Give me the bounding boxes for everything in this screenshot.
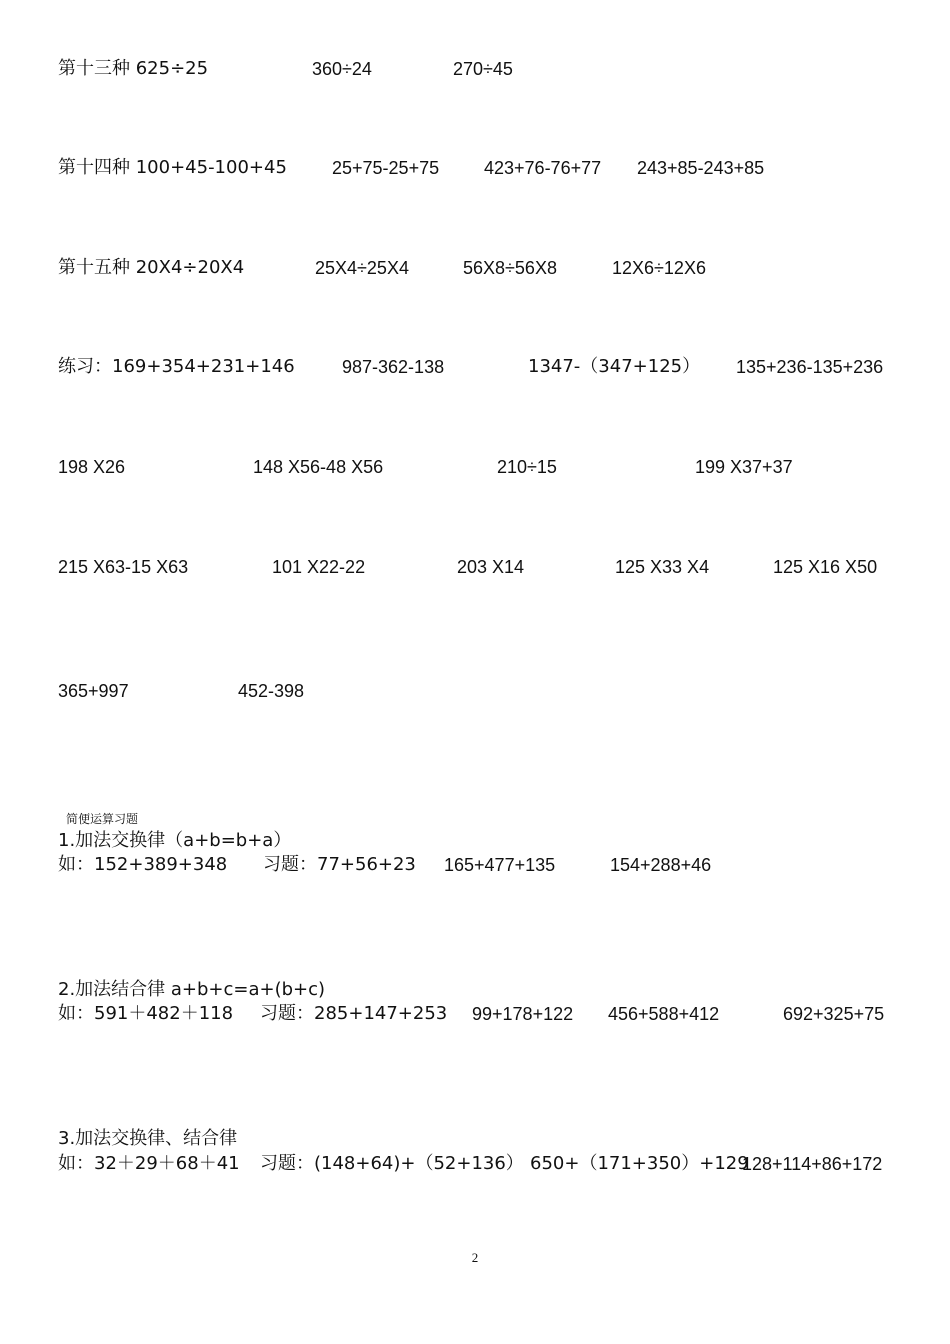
exercise-text: 99+178+122 <box>472 1004 574 1024</box>
exercise-row-15 <box>0 256 950 280</box>
exercise-text: 148 X56-48 X56 <box>253 457 384 477</box>
example-text: 如：152+389+348 <box>58 854 228 875</box>
exercise-text: 987-362-138 <box>342 357 445 377</box>
practice-row <box>0 679 950 703</box>
exercise-text: 101 X22-22 <box>272 557 366 577</box>
exercise-text: 第十四种 100+45-100+45 <box>58 157 287 178</box>
exercise-text: 125 X33 X4 <box>615 557 710 577</box>
exercise-text: 165+477+135 <box>444 855 556 875</box>
exercise-text: 456+588+412 <box>608 1004 720 1024</box>
exercise-text: 135+236-135+236 <box>736 357 884 377</box>
practice-row <box>0 355 950 379</box>
exercise-text: 650+（171+350）+129 <box>530 1153 749 1174</box>
exercise-text: 199 X37+37 <box>695 457 793 477</box>
page-number: 2 <box>471 1250 479 1265</box>
exercise-text: 习题：285+147+253 <box>260 1003 448 1024</box>
exercise-text: 125 X16 X50 <box>773 557 878 577</box>
section-3-line <box>0 1152 950 1176</box>
section-1-line <box>0 853 950 877</box>
exercise-text: 215 X63-15 X63 <box>58 557 189 577</box>
exercise-text: 12X6÷12X6 <box>612 258 706 278</box>
exercise-text: 423+76-76+77 <box>484 158 602 178</box>
exercise-text: 第十三种 625÷25 <box>58 58 209 79</box>
section-title: 简便运算习题 <box>66 812 139 826</box>
section-1-heading: 1.加法交换律（a+b=b+a） <box>58 830 292 851</box>
exercise-text: 452-398 <box>238 681 305 701</box>
exercise-text: 56X8÷56X8 <box>463 258 557 278</box>
exercise-text: 243+85-243+85 <box>637 158 765 178</box>
practice-row <box>0 555 950 579</box>
exercise-text: 203 X14 <box>457 557 525 577</box>
section-3-heading: 3.加法交换律、结合律 <box>58 1128 238 1149</box>
example-text: 如：32＋29＋68＋41 <box>58 1153 240 1174</box>
exercise-text: 692+325+75 <box>783 1004 885 1024</box>
exercise-text: 1347-（347+125） <box>528 356 701 377</box>
exercise-text: 270÷45 <box>453 59 513 79</box>
exercise-text: 习题：77+56+23 <box>263 854 416 875</box>
exercise-text: 25X4÷25X4 <box>315 258 409 278</box>
exercise-row-13 <box>0 57 950 81</box>
exercise-text: 第十五种 20X4÷20X4 <box>58 257 245 278</box>
exercise-text: 习题：(148+64)+（52+136） <box>260 1153 524 1174</box>
section-2-heading: 2.加法结合律 a+b+c=a+(b+c) <box>58 979 326 1000</box>
exercise-row-14 <box>0 156 950 180</box>
exercise-text: 360÷24 <box>312 59 372 79</box>
exercise-text: 365+997 <box>58 681 129 701</box>
exercise-text: 198 X26 <box>58 457 126 477</box>
exercise-text: 练习：169+354+231+146 <box>58 356 295 377</box>
exercise-text: 210÷15 <box>497 457 557 477</box>
practice-row <box>0 455 950 479</box>
exercise-text: 25+75-25+75 <box>332 158 440 178</box>
section-2-line <box>0 1002 950 1026</box>
exercise-text: 128+114+86+172 <box>742 1154 883 1174</box>
example-text: 如：591＋482＋118 <box>58 1003 234 1024</box>
exercise-text: 154+288+46 <box>610 855 712 875</box>
